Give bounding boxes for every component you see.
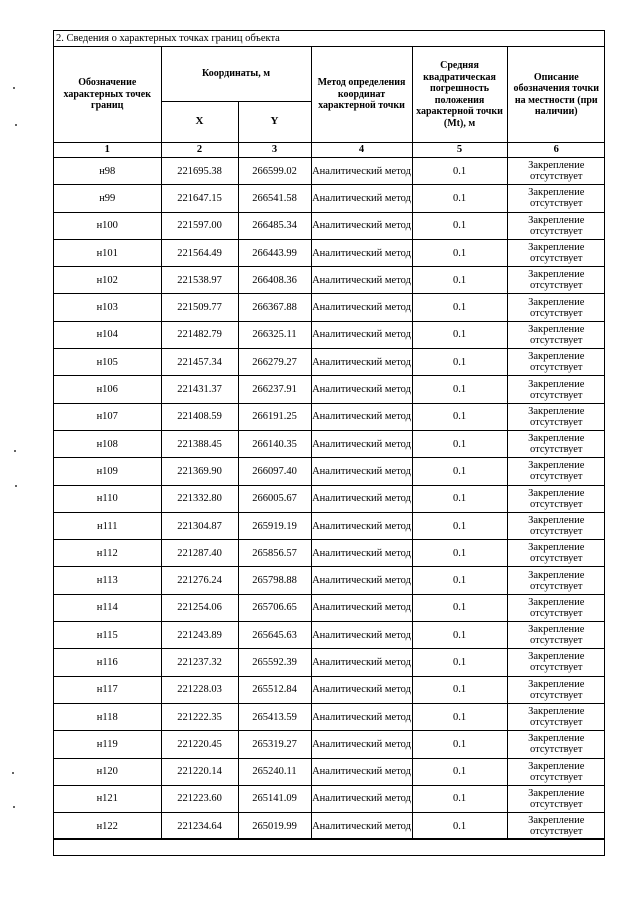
method-cell: Аналитический метод	[311, 622, 412, 649]
table-row	[54, 376, 605, 403]
point-designation-cell: н116	[54, 649, 161, 676]
x-coordinate-cell: 221237.32	[161, 649, 238, 676]
y-coordinate-cell: 266408.36	[238, 267, 311, 294]
header-point-designation: Обозначение характерных точек границ	[54, 47, 161, 143]
column-number: 3	[238, 143, 311, 158]
description-cell: Закрепление отсутствует	[507, 622, 605, 649]
table-row	[54, 185, 605, 212]
error-cell: 0.1	[412, 212, 507, 239]
description-cell: Закрепление отсутствует	[507, 376, 605, 403]
method-cell: Аналитический метод	[311, 349, 412, 376]
method-cell: Аналитический метод	[311, 676, 412, 703]
section-title: 2. Сведения о характерных точках границ объекта	[54, 31, 604, 47]
y-coordinate-cell: 265512.84	[238, 676, 311, 703]
description-cell: Закрепление отсутствует	[507, 430, 605, 457]
scan-speck	[14, 450, 16, 452]
error-cell: 0.1	[412, 649, 507, 676]
method-cell: Аналитический метод	[311, 485, 412, 512]
error-cell: 0.1	[412, 485, 507, 512]
description-cell: Закрепление отсутствует	[507, 158, 605, 185]
point-designation-cell: н103	[54, 294, 161, 321]
y-coordinate-cell: 266140.35	[238, 430, 311, 457]
point-designation-cell: н110	[54, 485, 161, 512]
table-row	[54, 512, 605, 539]
column-number: 1	[54, 143, 161, 158]
point-designation-cell: н117	[54, 676, 161, 703]
table-row	[54, 703, 605, 730]
error-cell: 0.1	[412, 785, 507, 812]
empty-footer-row	[54, 838, 604, 855]
error-cell: 0.1	[412, 267, 507, 294]
description-cell: Закрепление отсутствует	[507, 758, 605, 785]
y-coordinate-cell: 265141.09	[238, 785, 311, 812]
method-cell: Аналитический метод	[311, 212, 412, 239]
error-cell: 0.1	[412, 512, 507, 539]
table-row	[54, 267, 605, 294]
table-row	[54, 594, 605, 621]
scan-speck	[13, 87, 15, 89]
description-cell: Закрепление отсутствует	[507, 239, 605, 266]
x-coordinate-cell: 221220.14	[161, 758, 238, 785]
error-cell: 0.1	[412, 594, 507, 621]
method-cell: Аналитический метод	[311, 321, 412, 348]
y-coordinate-cell: 266097.40	[238, 458, 311, 485]
y-coordinate-cell: 266237.91	[238, 376, 311, 403]
error-cell: 0.1	[412, 813, 507, 840]
x-coordinate-cell: 221369.90	[161, 458, 238, 485]
description-cell: Закрепление отсутствует	[507, 785, 605, 812]
error-cell: 0.1	[412, 731, 507, 758]
error-cell: 0.1	[412, 758, 507, 785]
description-cell: Закрепление отсутствует	[507, 649, 605, 676]
method-cell: Аналитический метод	[311, 731, 412, 758]
point-designation-cell: н122	[54, 813, 161, 840]
description-cell: Закрепление отсутствует	[507, 321, 605, 348]
header-y: Y	[238, 102, 311, 143]
table-row	[54, 485, 605, 512]
y-coordinate-cell: 265413.59	[238, 703, 311, 730]
x-coordinate-cell: 221482.79	[161, 321, 238, 348]
y-coordinate-cell: 266541.58	[238, 185, 311, 212]
x-coordinate-cell: 221332.80	[161, 485, 238, 512]
point-designation-cell: н101	[54, 239, 161, 266]
method-cell: Аналитический метод	[311, 703, 412, 730]
y-coordinate-cell: 265706.65	[238, 594, 311, 621]
x-coordinate-cell: 221220.45	[161, 731, 238, 758]
scan-speck	[15, 485, 17, 487]
method-cell: Аналитический метод	[311, 567, 412, 594]
point-designation-cell: н102	[54, 267, 161, 294]
table-row	[54, 239, 605, 266]
boundary-points-table	[54, 47, 605, 840]
description-cell: Закрепление отсутствует	[507, 403, 605, 430]
y-coordinate-cell: 265798.88	[238, 567, 311, 594]
table-row	[54, 813, 605, 840]
y-coordinate-cell: 265319.27	[238, 731, 311, 758]
point-designation-cell: н107	[54, 403, 161, 430]
y-coordinate-cell: 266485.34	[238, 212, 311, 239]
method-cell: Аналитический метод	[311, 813, 412, 840]
x-coordinate-cell: 221243.89	[161, 622, 238, 649]
table-row	[54, 294, 605, 321]
header-method: Метод определения координат характерной точки	[311, 47, 412, 143]
x-coordinate-cell: 221647.15	[161, 185, 238, 212]
x-coordinate-cell: 221228.03	[161, 676, 238, 703]
x-coordinate-cell: 221304.87	[161, 512, 238, 539]
table-row	[54, 540, 605, 567]
error-cell: 0.1	[412, 239, 507, 266]
y-coordinate-cell: 266443.99	[238, 239, 311, 266]
point-designation-cell: н104	[54, 321, 161, 348]
point-designation-cell: н108	[54, 430, 161, 457]
table-row	[54, 758, 605, 785]
x-coordinate-cell: 221223.60	[161, 785, 238, 812]
error-cell: 0.1	[412, 185, 507, 212]
error-cell: 0.1	[412, 676, 507, 703]
column-number: 6	[507, 143, 605, 158]
method-cell: Аналитический метод	[311, 512, 412, 539]
method-cell: Аналитический метод	[311, 430, 412, 457]
point-designation-cell: н98	[54, 158, 161, 185]
error-cell: 0.1	[412, 703, 507, 730]
header-row	[54, 47, 605, 102]
method-cell: Аналитический метод	[311, 294, 412, 321]
method-cell: Аналитический метод	[311, 376, 412, 403]
header-error: Средняя квадратическая погрешность положения характерной точки (Mt), м	[412, 47, 507, 143]
description-cell: Закрепление отсутствует	[507, 676, 605, 703]
point-designation-cell: н118	[54, 703, 161, 730]
y-coordinate-cell: 266279.27	[238, 349, 311, 376]
description-cell: Закрепление отсутствует	[507, 212, 605, 239]
method-cell: Аналитический метод	[311, 649, 412, 676]
error-cell: 0.1	[412, 294, 507, 321]
method-cell: Аналитический метод	[311, 540, 412, 567]
y-coordinate-cell: 265240.11	[238, 758, 311, 785]
error-cell: 0.1	[412, 376, 507, 403]
table-row	[54, 731, 605, 758]
point-designation-cell: н105	[54, 349, 161, 376]
description-cell: Закрепление отсутствует	[507, 594, 605, 621]
scan-speck	[15, 124, 17, 126]
y-coordinate-cell: 265645.63	[238, 622, 311, 649]
method-cell: Аналитический метод	[311, 785, 412, 812]
description-cell: Закрепление отсутствует	[507, 185, 605, 212]
header-description: Описание обозначения точки на местности (при наличии)	[507, 47, 605, 143]
method-cell: Аналитический метод	[311, 458, 412, 485]
y-coordinate-cell: 266599.02	[238, 158, 311, 185]
method-cell: Аналитический метод	[311, 158, 412, 185]
table-row	[54, 676, 605, 703]
description-cell: Закрепление отсутствует	[507, 567, 605, 594]
y-coordinate-cell: 266325.11	[238, 321, 311, 348]
table-row	[54, 321, 605, 348]
table-row	[54, 158, 605, 185]
column-number: 5	[412, 143, 507, 158]
y-coordinate-cell: 265919.19	[238, 512, 311, 539]
error-cell: 0.1	[412, 403, 507, 430]
scan-speck	[13, 806, 15, 808]
description-cell: Закрепление отсутствует	[507, 485, 605, 512]
x-coordinate-cell: 221431.37	[161, 376, 238, 403]
x-coordinate-cell: 221408.59	[161, 403, 238, 430]
description-cell: Закрепление отсутствует	[507, 540, 605, 567]
x-coordinate-cell: 221254.06	[161, 594, 238, 621]
y-coordinate-cell: 266191.25	[238, 403, 311, 430]
point-designation-cell: н115	[54, 622, 161, 649]
column-number: 2	[161, 143, 238, 158]
table-row	[54, 349, 605, 376]
error-cell: 0.1	[412, 321, 507, 348]
point-designation-cell: н111	[54, 512, 161, 539]
description-cell: Закрепление отсутствует	[507, 458, 605, 485]
scan-speck	[12, 772, 14, 774]
error-cell: 0.1	[412, 567, 507, 594]
error-cell: 0.1	[412, 349, 507, 376]
x-coordinate-cell: 221234.64	[161, 813, 238, 840]
point-designation-cell: н106	[54, 376, 161, 403]
y-coordinate-cell: 266005.67	[238, 485, 311, 512]
x-coordinate-cell: 221276.24	[161, 567, 238, 594]
y-coordinate-cell: 265019.99	[238, 813, 311, 840]
table-row	[54, 403, 605, 430]
description-cell: Закрепление отсутствует	[507, 294, 605, 321]
method-cell: Аналитический метод	[311, 239, 412, 266]
x-coordinate-cell: 221222.35	[161, 703, 238, 730]
y-coordinate-cell: 266367.88	[238, 294, 311, 321]
header-x: X	[161, 102, 238, 143]
point-designation-cell: н119	[54, 731, 161, 758]
header-coordinates: Координаты, м	[161, 47, 311, 102]
x-coordinate-cell: 221457.34	[161, 349, 238, 376]
method-cell: Аналитический метод	[311, 594, 412, 621]
description-cell: Закрепление отсутствует	[507, 267, 605, 294]
point-designation-cell: н109	[54, 458, 161, 485]
point-designation-cell: н121	[54, 785, 161, 812]
table-row	[54, 785, 605, 812]
table-row	[54, 458, 605, 485]
point-designation-cell: н113	[54, 567, 161, 594]
error-cell: 0.1	[412, 458, 507, 485]
description-cell: Закрепление отсутствует	[507, 703, 605, 730]
table-row	[54, 212, 605, 239]
method-cell: Аналитический метод	[311, 267, 412, 294]
point-designation-cell: н120	[54, 758, 161, 785]
error-cell: 0.1	[412, 430, 507, 457]
x-coordinate-cell: 221388.45	[161, 430, 238, 457]
error-cell: 0.1	[412, 540, 507, 567]
table-row	[54, 430, 605, 457]
point-designation-cell: н112	[54, 540, 161, 567]
document-frame	[53, 30, 605, 856]
error-cell: 0.1	[412, 158, 507, 185]
method-cell: Аналитический метод	[311, 185, 412, 212]
x-coordinate-cell: 221538.97	[161, 267, 238, 294]
description-cell: Закрепление отсутствует	[507, 512, 605, 539]
column-number-row	[54, 143, 605, 158]
method-cell: Аналитический метод	[311, 403, 412, 430]
point-designation-cell: н114	[54, 594, 161, 621]
error-cell: 0.1	[412, 622, 507, 649]
x-coordinate-cell: 221695.38	[161, 158, 238, 185]
y-coordinate-cell: 265592.39	[238, 649, 311, 676]
x-coordinate-cell: 221509.77	[161, 294, 238, 321]
x-coordinate-cell: 221597.00	[161, 212, 238, 239]
description-cell: Закрепление отсутствует	[507, 813, 605, 840]
description-cell: Закрепление отсутствует	[507, 349, 605, 376]
method-cell: Аналитический метод	[311, 758, 412, 785]
y-coordinate-cell: 265856.57	[238, 540, 311, 567]
x-coordinate-cell: 221287.40	[161, 540, 238, 567]
x-coordinate-cell: 221564.49	[161, 239, 238, 266]
description-cell: Закрепление отсутствует	[507, 731, 605, 758]
column-number: 4	[311, 143, 412, 158]
table-row	[54, 622, 605, 649]
point-designation-cell: н100	[54, 212, 161, 239]
table-row	[54, 567, 605, 594]
point-designation-cell: н99	[54, 185, 161, 212]
table-row	[54, 649, 605, 676]
